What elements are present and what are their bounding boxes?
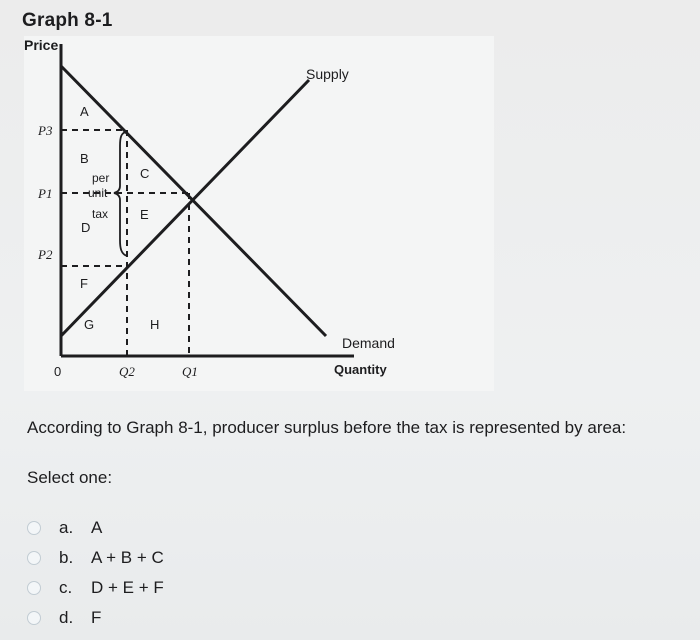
- radio-button[interactable]: [27, 521, 41, 535]
- area-d-label: D: [81, 220, 91, 235]
- graph-title: Graph 8-1: [22, 10, 113, 31]
- tax-label-line1: per: [92, 171, 110, 185]
- tax-label-line3: tax: [92, 207, 109, 221]
- x-axis-label: Quantity: [334, 362, 387, 377]
- option-text: A + B + C: [91, 548, 164, 567]
- p2-label: P2: [38, 247, 53, 262]
- area-c-label: C: [140, 166, 150, 181]
- option-b[interactable]: [27, 543, 164, 573]
- graph-figure: [24, 36, 494, 391]
- p1-label: P1: [38, 186, 53, 201]
- option-letter: a.: [59, 518, 74, 537]
- question-text: According to Graph 8-1, producer surplus before the tax is represented by area:: [27, 418, 627, 437]
- answer-options: [27, 513, 164, 633]
- area-h-label: H: [150, 317, 160, 332]
- option-c[interactable]: [27, 573, 164, 603]
- option-text: F: [91, 608, 102, 627]
- q2-label: Q2: [119, 364, 135, 379]
- y-axis-label: Price: [24, 37, 59, 53]
- option-letter: c.: [59, 578, 73, 597]
- option-text: A: [91, 518, 103, 537]
- radio-button[interactable]: [27, 611, 41, 625]
- area-a-label: A: [80, 104, 89, 119]
- graph-panel: [24, 36, 494, 391]
- option-d[interactable]: [27, 603, 164, 633]
- option-letter: d.: [59, 608, 74, 627]
- p3-label: P3: [38, 123, 53, 138]
- option-a[interactable]: [27, 513, 164, 543]
- supply-label: Supply: [306, 66, 349, 82]
- option-letter: b.: [59, 548, 74, 567]
- q1-label: Q1: [182, 364, 198, 379]
- option-text: D + E + F: [91, 578, 164, 597]
- origin-label: 0: [54, 364, 62, 379]
- area-f-label: F: [80, 276, 88, 291]
- area-e-label: E: [140, 207, 149, 222]
- select-one-prompt: Select one:: [27, 468, 113, 487]
- demand-label: Demand: [342, 335, 395, 351]
- tax-label-line2: unit: [88, 186, 108, 200]
- area-b-label: B: [80, 151, 89, 166]
- radio-button[interactable]: [27, 551, 41, 565]
- area-g-label: G: [84, 317, 95, 332]
- radio-button[interactable]: [27, 581, 41, 595]
